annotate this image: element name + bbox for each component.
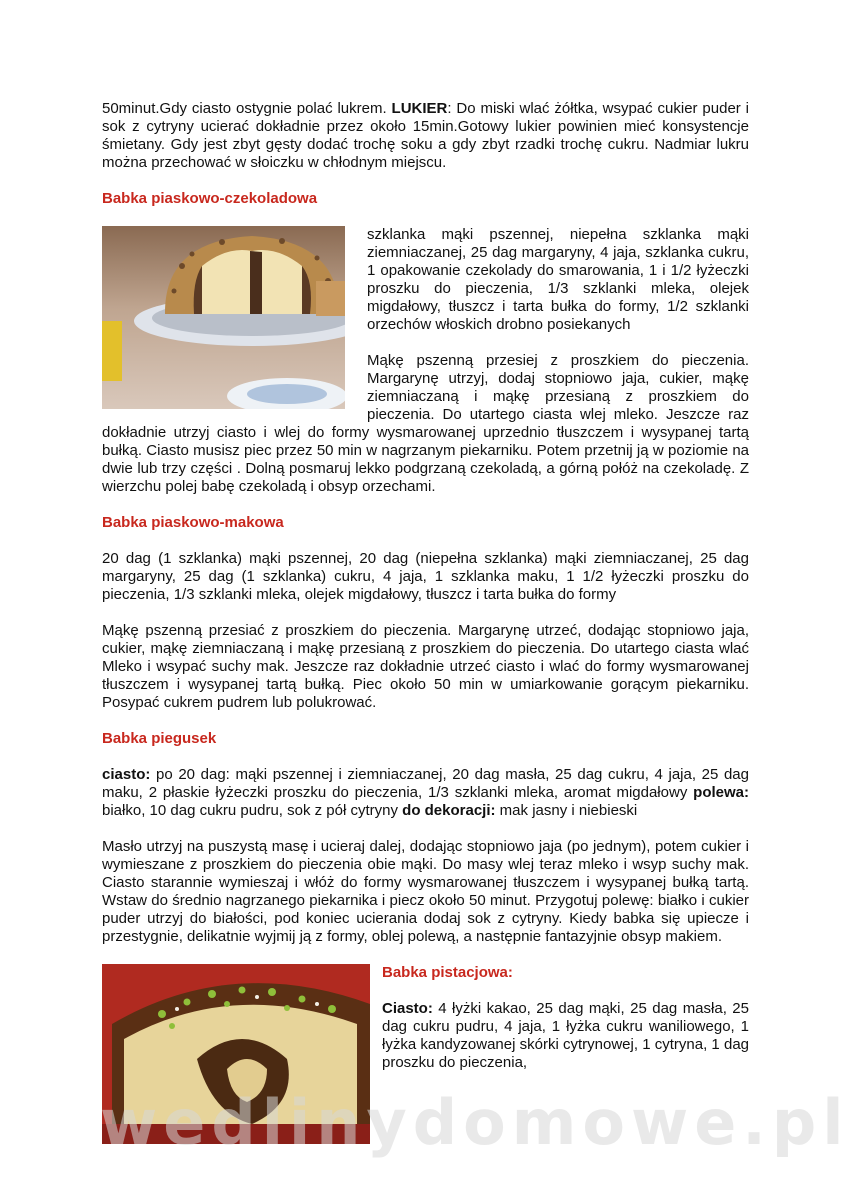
recipe-title-piaskowo-czekoladowa: Babka piaskowo-czekoladowa bbox=[102, 190, 318, 207]
photo-babka-czekoladowa bbox=[102, 226, 345, 409]
lukier-label: LUKIER bbox=[391, 100, 448, 117]
ciasto-label-pistacjowa: Ciasto: bbox=[382, 1000, 433, 1017]
recipe-title-piaskowo-makowa: Babka piaskowo-makowa bbox=[102, 514, 284, 531]
dekoracji-label: do dekoracji: bbox=[402, 802, 496, 819]
recipe1-ingredients: szklanka mąki pszennej, niepełna szklanka mąki ziemniaczanej, 25 dag margaryny, 4 jaja, szklanka cukru, 1 opakowanie czekolady do smarowania, 1 i 1/2 łyżeczki proszku do pieczenia, 1/3 szklanki mleka, olejek migdałowy, tłuszcz i tarta bułka do formy, 1/2 szklanki orzechów włoskich drobno posiekanych bbox=[367, 226, 749, 333]
recipe1-method: Mąkę pszenną przesiej z proszkiem do pieczenia. Margarynę utrzyj, dodaj stopniowo jaja, cukier, mąkę ziemniaczaną i mąkę przesianą z proszkiem do pieczenia. Do utartego ciasta wlej mleko. Jeszcze raz dokładnie utrzyj ciasto i wlej do formy wysmarowanej uprzednio tłuszczem i wysypanej tartą bułką. Ciasto musisz piec przez 50 min w nagrzanym piekarniku. Potem przetnij ją w poziomie na dwie lub trzy części . Dolną posmaruj lekko podgrzaną czekoladą, a górną połóż na czekoladę. Z wierzchu polej babę czekoladą i obsyp orzechami. bbox=[102, 352, 749, 495]
recipe3-method: Masło utrzyj na puszystą masę i ucieraj dalej, dodając stopniowo jaja (po jednym), potem cukier i wymieszane z proszkiem do pieczenia obie mąki. Do masy wlej teraz mleko i wsyp suchy mak. Ciasto starannie wymieszaj i włóż do formy wysmarowanej tłuszczem i wysypanej bułką tartą. Wstaw do średnio nagrzanego piekarnika i piecz około 50 minut. Przygotuj polewę: białko i cukier puder utrzyj do białości, pod koniec ucierania dodaj sok z cytryny. Kiedy babka się upiecze i przestygnie, delikatnie wyjmij ją z formy, oblej polewą, a następnie fantazyjnie obsyp makiem. bbox=[102, 838, 749, 945]
recipe-title-piegusek: Babka piegusek bbox=[102, 730, 217, 747]
recipe-title-pistacjowa: Babka pistacjowa: bbox=[382, 964, 513, 981]
photo-babka-pistacjowa bbox=[102, 964, 370, 1144]
document-page bbox=[102, 100, 749, 1148]
watermark: wedlinydomowe.pl bbox=[100, 1086, 849, 1159]
recipe2-ingredients: 20 dag (1 szklanka) mąki pszennej, 20 dag (niepełna szklanka) mąki ziemniaczanej, 25 dag margaryny, 25 dag (1 szklanka) cukru, 4 jaja, 1 szklanka maku, 1 1/2 łyżeczki proszku do pieczenia, 1/3 szklanki mleka, olejek migdałowy, tłuszcz i tarta bułka do formy bbox=[102, 550, 749, 603]
intro-paragraph: 50minut.Gdy ciasto ostygnie polać lukrem. LUKIER: Do miski wlać żółtka, wsypać cukier puder i sok z cytryny ucierać dokładnie przez około 15min.Gotowy lukier powinien mieć konsystencje śmietany. Gdy jest zbyt gęsty dodać trochę soku a gdy zbyt rzadki trochę cukru. Nadmiar lukru można przechować w słoiczku w chłodnym miejscu. bbox=[102, 100, 749, 171]
polewa-label: polewa: bbox=[693, 784, 749, 801]
recipe3-ingredients: ciasto: po 20 dag: mąki pszennej i ziemniaczanej, 20 dag masła, 25 dag cukru, 4 jaja, 25 dag maku, 2 płaskie łyżeczki proszku do pieczenia, 1/3 szklanki mleka, aromat migdałowy polewa: białko, 10 dag cukru pudru, sok z pół cytryny do dekoracji: mak jasny i niebieski bbox=[102, 766, 749, 819]
recipe4-ingredients: Ciasto: 4 łyżki kakao, 25 dag mąki, 25 dag masła, 25 dag cukru pudru, 4 jaja, 1 łyżka cukru waniliowego, 1 łyżka kandyzowanej skórki cytrynowej, 1 cytryna, 1 dag proszku do pieczenia, bbox=[382, 1000, 749, 1071]
recipe2-method: Mąkę pszenną przesiać z proszkiem do pieczenia. Margarynę utrzeć, dodając stopniowo jaja, cukier, mąkę ziemniaczaną i mąkę przesianą z proszkiem do pieczenia. Do utartego ciasta wlać Mleko i wsypać suchy mak. Jeszcze raz dokładnie utrzeć ciasto i wlać do formy wysmarowanej tłuszczem i wysypanej tartą bułką. Piec około 50 min w umiarkowanie gorącym piekarniku. Posypać cukrem pudrem lub polukrować. bbox=[102, 622, 749, 711]
ciasto-label: ciasto: bbox=[102, 766, 151, 783]
